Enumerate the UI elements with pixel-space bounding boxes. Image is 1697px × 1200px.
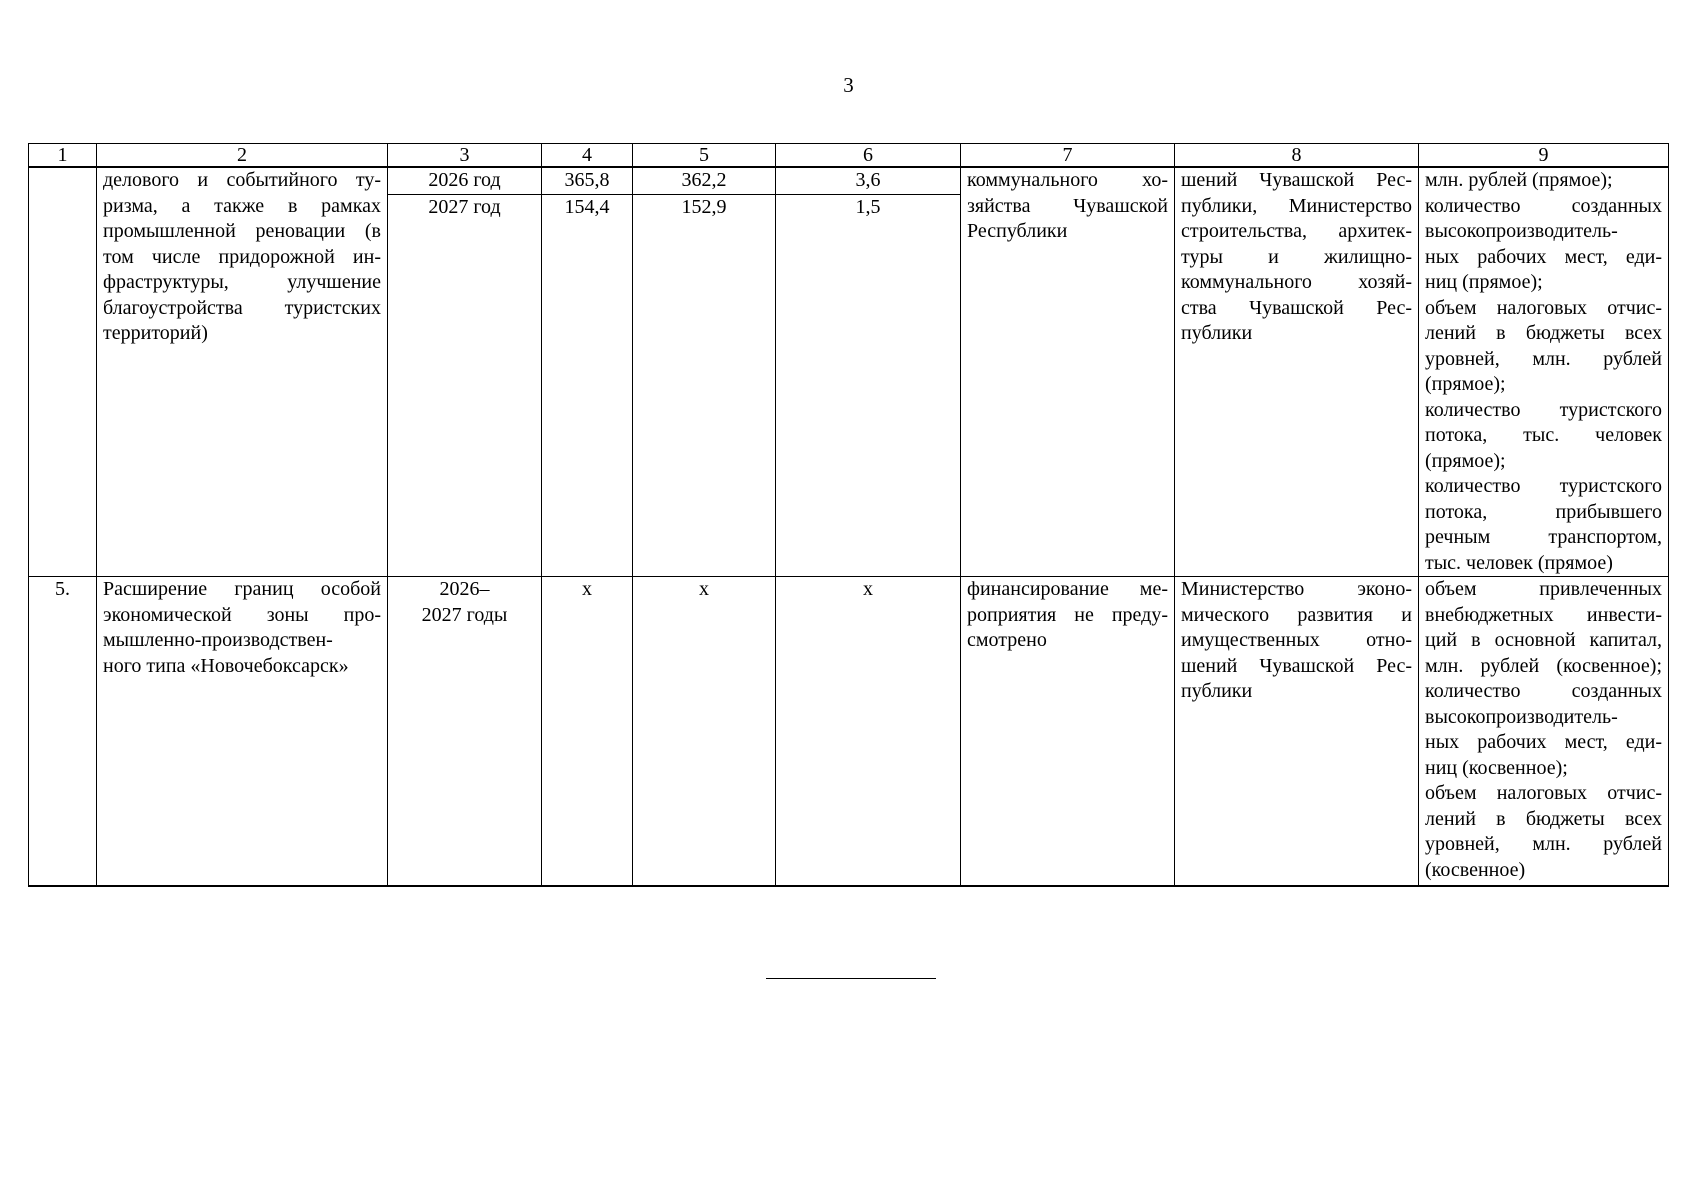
federal-cell: 362,2 152,9: [633, 167, 776, 577]
total-cell: х: [542, 577, 633, 886]
republic-cell: 3,6 1,5: [776, 167, 961, 577]
measures-table: [28, 143, 1669, 887]
header-row: [29, 144, 1669, 168]
header-cell: 2: [97, 144, 388, 168]
table-row: [29, 167, 1669, 577]
funding-source: коммунального хо- зяйства Чувашской Республики: [961, 167, 1175, 577]
responsible-executor: шений Чувашской Рес- публики, Министерство строительства, архитек- туры и жилищно- коммунального хозяй- ства Чувашской Рес- публики: [1175, 167, 1419, 577]
republic-cell: х: [776, 577, 961, 886]
row-number: [29, 167, 97, 577]
row-number: 5.: [29, 577, 97, 886]
indicators: млн. рублей (прямое); количество созданных высокопроизводитель- ных рабочих мест, еди- ниц (прямое); объем налоговых отчис- лений в бюджеты всех уровней, млн. рублей (прямое); количество туристского потока, тыс. человек (прямое); количество туристского потока, прибывшего речным транспортом, тыс. человек (прямое): [1419, 167, 1669, 577]
header-cell: 9: [1419, 144, 1669, 168]
period-2026: 2026 год: [388, 168, 541, 195]
responsible-executor: Министерство эконо- мического развития и имущественных отно- шений Чувашской Рес- публики: [1175, 577, 1419, 886]
header-cell: 4: [542, 144, 633, 168]
period-cell: [388, 167, 542, 577]
header-cell: 5: [633, 144, 776, 168]
header-cell: 1: [29, 144, 97, 168]
period-2027: 2027 год: [428, 195, 501, 218]
indicators: объем привлеченных внебюджетных инвести- ций в основной капитал, млн. рублей (косвенное); количество созданных высокопроизводитель- ных рабочих мест, еди- ниц (косвенное); объем налоговых отчис- лений в бюджеты всех уровней, млн. рублей (косвенное): [1419, 577, 1669, 886]
federal-cell: х: [633, 577, 776, 886]
header-cell: 7: [961, 144, 1175, 168]
total-cell: 365,8 154,4: [542, 167, 633, 577]
page-number: 3: [843, 73, 854, 97]
measure-name: Расширение границ особой экономической зоны про- мышленно-производствен- ного типа «Новочебоксарск»: [97, 577, 388, 886]
footnote-rule: [766, 978, 936, 979]
measure-name: делового и событийного ту- ризма, а также в рамках промышленной реновации (в том числе придорожной ин- фраструктуры, улучшение благоустройства туристских территорий): [97, 167, 388, 577]
header-cell: 6: [776, 144, 961, 168]
header-cell: 8: [1175, 144, 1419, 168]
table-row: [29, 577, 1669, 886]
period-cell: 2026– 2027 годы: [388, 577, 542, 886]
funding-source: финансирование ме- роприятия не преду- смотрено: [961, 577, 1175, 886]
header-cell: 3: [388, 144, 542, 168]
